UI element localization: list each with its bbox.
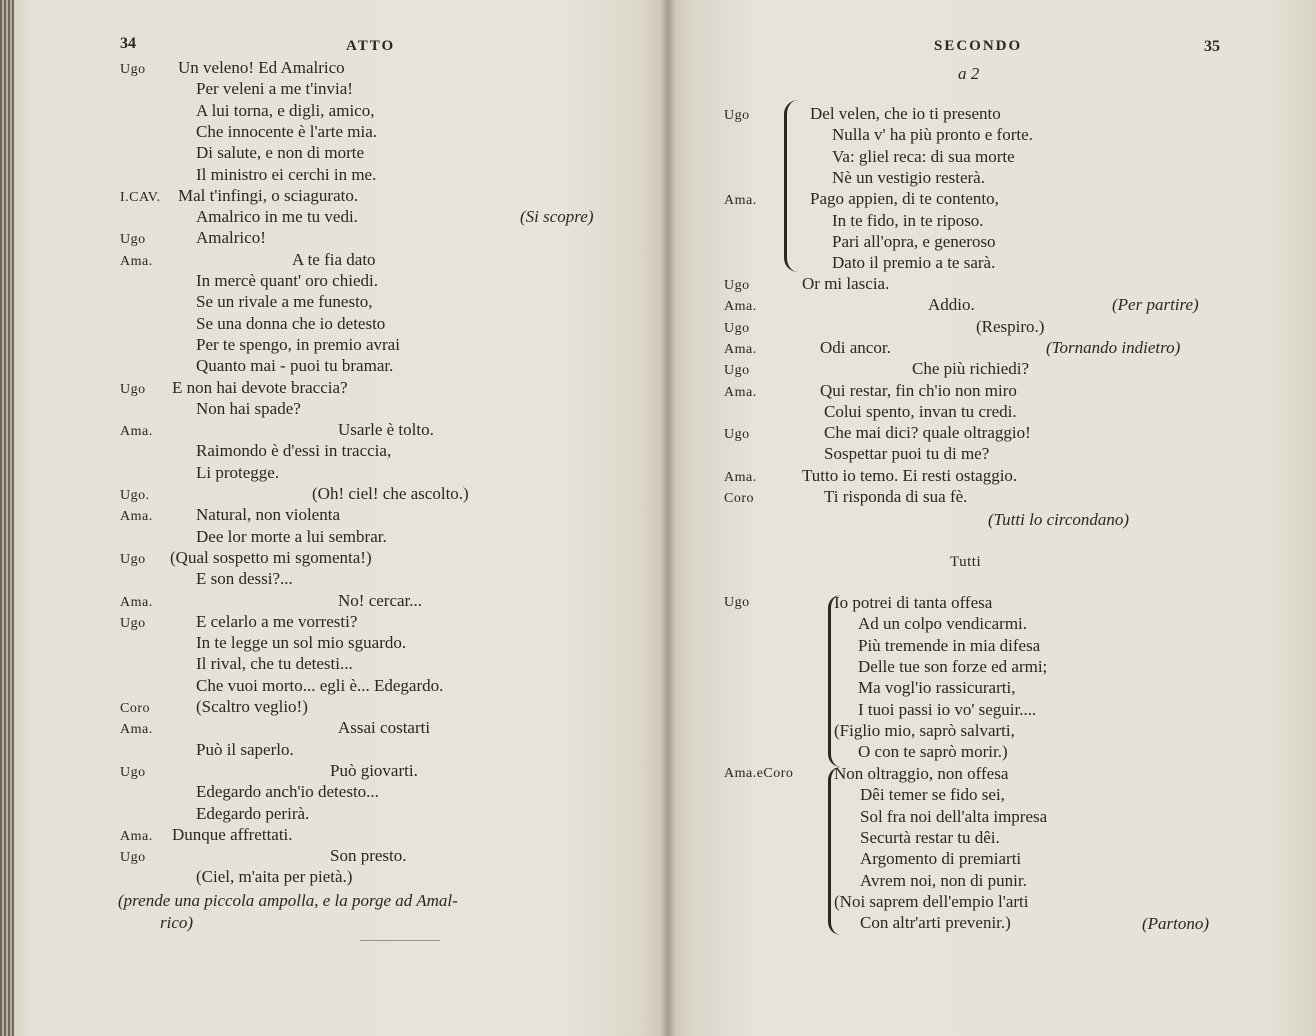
speaker-label: Coro xyxy=(724,491,754,506)
verse-line: Per veleni a me t'invia! xyxy=(196,79,353,99)
verse-line: Avrem noi, non di punir. xyxy=(860,870,1027,890)
verse-line: E son dessi?... xyxy=(196,569,293,589)
verse-line: Assai costarti xyxy=(338,718,431,738)
stage-direction-cont: rico) xyxy=(160,913,194,932)
speaker-label: Ama. xyxy=(120,722,153,738)
verse-line: Ti risponda di sua fè. xyxy=(824,487,968,506)
verse-line: Per te spengo, in premio avrai xyxy=(196,334,400,354)
verse-line: Sol fra noi dell'alta impresa xyxy=(860,806,1048,826)
verse-line: Pago appien, di te contento, xyxy=(810,189,999,209)
verse-line: Raimondo è d'essi in traccia, xyxy=(196,441,392,461)
verse-line: Argomento di premiarti xyxy=(860,849,1022,869)
page-number: 35 xyxy=(1204,38,1220,55)
verse-line: Natural, non violenta xyxy=(196,505,340,525)
verse-line: Pari all'opra, e generoso xyxy=(832,231,996,251)
speaker-ama-coro: Ama.eCoro xyxy=(724,766,794,781)
verse-line: Che mai dici? quale oltraggio! xyxy=(824,423,1031,443)
running-head: SECONDO xyxy=(934,38,1023,54)
verse-line: (Figlio mio, saprò salvarti, xyxy=(834,720,1015,740)
verse-line: In te fido, in te riposo. xyxy=(832,210,984,230)
verse-line: Amalrico in me tu vedi. xyxy=(196,207,358,227)
verse-line: Son presto. xyxy=(330,846,407,866)
running-head: ATTO xyxy=(346,38,396,54)
speaker-label: Ama. xyxy=(724,341,757,357)
final-direction: (Partono) xyxy=(1142,914,1210,933)
verse-line: (Scaltro veglio!) xyxy=(196,697,308,716)
verse-line: Or mi lascia. xyxy=(802,274,890,293)
verse-line: Più tremende in mia difesa xyxy=(858,635,1041,655)
verse-line: Ma vogl'io rassicurarti, xyxy=(858,678,1016,698)
verse-line: Usarle è tolto. xyxy=(338,420,434,440)
verse-line: Può giovarti. xyxy=(330,760,418,780)
ugo-brace xyxy=(828,595,841,767)
verse-line: Odi ancor. xyxy=(820,337,891,357)
verse-line: Se una donna che io detesto xyxy=(196,313,386,333)
gutter-shadow xyxy=(660,0,676,1036)
verse-line: A lui torna, e digli, amico, xyxy=(196,100,375,120)
page-edges xyxy=(0,0,14,1036)
verse-line: Dee lor morte a lui sembrar. xyxy=(196,526,387,546)
verse-line: Con altr'arti prevenir.) xyxy=(860,913,1011,933)
verse-line: Qui restar, fin ch'io non miro xyxy=(820,380,1017,400)
speaker-label: Ama. xyxy=(120,509,153,525)
verse-line: Ad un colpo vendicarmi. xyxy=(858,614,1028,634)
speaker-label: Ugo xyxy=(120,551,146,567)
verse-line: I tuoi passi io vo' seguir.... xyxy=(858,699,1037,719)
speaker-label: Ugo xyxy=(724,278,750,293)
verse-line: Mal t'infingi, o sciagurato. xyxy=(178,185,359,205)
speaker-label: Ama. xyxy=(120,828,153,844)
speaker-label: Ugo xyxy=(724,427,750,443)
verse-line: Che innocente è l'arte mia. xyxy=(196,121,378,141)
verse-line: Securtà restar tu dêi. xyxy=(860,827,1000,847)
verse-line: Amalrico! xyxy=(196,228,266,248)
verse-line: Il ministro ei cerchi in me. xyxy=(196,164,377,184)
speaker-label: Ugo xyxy=(120,62,146,77)
verse-line: In mercè quant' oro chiedi. xyxy=(196,271,378,290)
verse-line: (Oh! ciel! che ascolto.) xyxy=(312,484,469,503)
verse-line: Non hai spade? xyxy=(196,398,301,418)
verse-line: Dato il premio a te sarà. xyxy=(832,253,996,273)
verse-line: Che più richiedi? xyxy=(912,359,1030,379)
speaker-label: Ugo xyxy=(724,363,750,379)
speaker-label: Ama. xyxy=(724,384,757,400)
verse-line: Del velen, che io ti presento xyxy=(810,104,1001,123)
stage-direction: (Per partire) xyxy=(1112,295,1199,315)
verse-line: Edegardo perirà. xyxy=(196,803,310,823)
verse-line: Edegardo anch'io detesto... xyxy=(196,782,379,802)
speaker-label: Ama. xyxy=(724,469,757,485)
speaker-label: I.CAV. xyxy=(120,189,161,205)
speaker-label: Ama. xyxy=(120,253,153,269)
stage-direction: (Si scopre) xyxy=(520,207,594,227)
verse-line: Delle tue son forze ed armi; xyxy=(858,656,1048,676)
verse-line: E non hai devote braccia? xyxy=(172,377,348,397)
speaker-label: Ugo xyxy=(120,381,146,397)
verse-line: Li protegge. xyxy=(196,462,280,482)
verse-line: Tutto io temo. Ei resti ostaggio. xyxy=(802,465,1018,485)
verse-line: Io potrei di tanta offesa xyxy=(834,593,993,612)
end-rule xyxy=(360,940,440,941)
verse-line: Dunque affrettati. xyxy=(172,824,293,844)
verse-line: O con te saprò morir.) xyxy=(858,742,1008,762)
speaker-label: Ama. xyxy=(120,594,153,610)
speaker-label: Ugo xyxy=(120,615,146,631)
verse-line: Nulla v' ha più pronto e forte. xyxy=(832,125,1033,145)
speaker-label: Ama. xyxy=(120,424,153,440)
verse-line: Sospettar puoi tu di me? xyxy=(824,444,990,464)
verse-line: Colui spento, invan tu credi. xyxy=(824,401,1017,421)
page-number: 34 xyxy=(120,35,136,52)
duet-heading: a 2 xyxy=(958,64,980,83)
verse-line: No! cercar... xyxy=(338,590,423,610)
stage-direction: (prende una piccola ampolla, e la porge ad Amal- xyxy=(118,891,458,910)
verse-line: Dêi temer se fido sei, xyxy=(860,785,1005,805)
speaker-label: Ugo xyxy=(120,764,146,780)
verse-line: (Respiro.) xyxy=(976,316,1045,336)
tutti-heading: Tutti xyxy=(950,554,982,570)
verse-line: In te legge un sol mio sguardo. xyxy=(196,633,407,653)
verse-line: Può il saperlo. xyxy=(196,739,294,759)
verse-line: Quanto mai - puoi tu bramar. xyxy=(196,356,394,376)
speaker-label: Ama. xyxy=(724,299,757,315)
speaker-label: Coro xyxy=(120,701,150,716)
speaker-label: Ama. xyxy=(724,193,757,209)
verse-line: Addio. xyxy=(928,295,975,315)
verse-line: Se un rivale a me funesto, xyxy=(196,292,373,312)
right-page xyxy=(668,0,1316,1036)
verse-line: Il rival, che tu detesti... xyxy=(196,654,353,674)
verse-line: Va: gliel reca: di sua morte xyxy=(832,146,1015,166)
speaker-label: Ugo xyxy=(724,108,750,123)
verse-line: Nè un vestigio resterà. xyxy=(832,167,985,187)
speaker-label: Ugo xyxy=(120,232,146,248)
stage-direction: (Tornando indietro) xyxy=(1046,337,1181,357)
verse-line: Che vuoi morto... egli è... Edegardo. xyxy=(196,675,444,695)
verse-line: (Qual sospetto mi sgomenta!) xyxy=(170,547,372,567)
duet-brace xyxy=(784,100,801,272)
verse-line: Non oltraggio, non offesa xyxy=(834,764,1009,783)
speaker-label: Ugo xyxy=(120,850,146,866)
verse-line: A te fia dato xyxy=(292,249,376,269)
verse-line: Di salute, e non di morte xyxy=(196,143,365,163)
verse-line: (Ciel, m'aita per pietà.) xyxy=(196,867,353,887)
speaker-ugo: Ugo xyxy=(724,595,750,610)
speaker-label: Ugo xyxy=(724,320,750,336)
verse-line: Un veleno! Ed Amalrico xyxy=(178,58,345,77)
stage-direction: (Tutti lo circondano) xyxy=(988,510,1130,529)
speaker-label: Ugo. xyxy=(120,488,150,503)
verse-line: (Noi saprem dell'empio l'arti xyxy=(834,891,1029,911)
verse-line: E celarlo a me vorresti? xyxy=(196,611,358,631)
